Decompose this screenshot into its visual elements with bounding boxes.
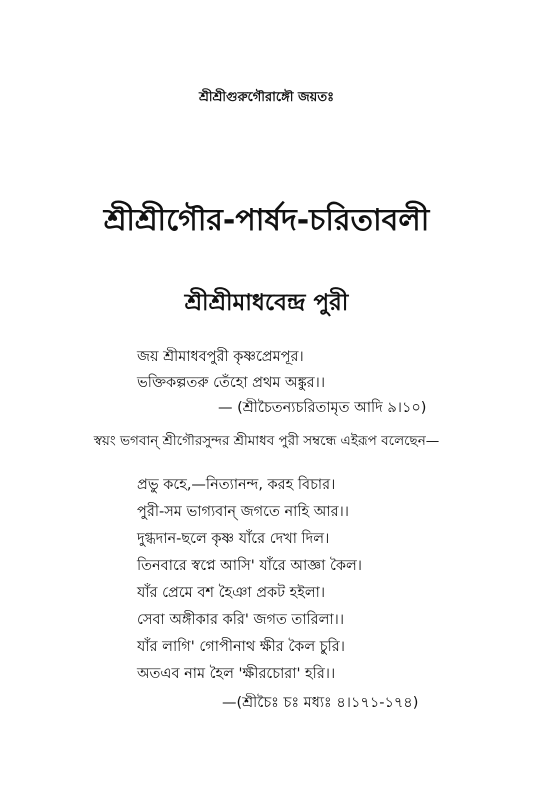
verse-line: সেবা অঙ্গীকার করি' জগত তারিলা।। — [137, 612, 345, 628]
chapter-subtitle: শ্রীশ্রীমাধবেন্দ্র পুরী — [184, 290, 349, 316]
verse-line: অতএব নাম হৈল 'ক্ষীরচোরা' হরি।। — [137, 666, 336, 682]
verse-line: যাঁর প্রেমে বশ হৈঞা প্রকট হইলা। — [137, 585, 326, 601]
intro-text: স্বয়ং ভগবান্ শ্রীগৌরসুন্দর শ্রীমাধব পুরী সম্বন্ধে এইরূপ বলেছেন— — [93, 433, 440, 449]
verse-line: দুগ্ধদান-ছলে কৃষ্ণ যাঁরে দেখা দিল। — [137, 531, 330, 547]
invocation-line: শ্রীশ্রীগুরুগৌরাঙ্গৌ জয়তঃ — [199, 90, 334, 105]
verse-line: যাঁর লাগি' গোপীনাথ ক্ষীর কৈল চুরি। — [137, 639, 345, 655]
verse-line: প্রভু কহে,—নিত্যানন্দ, করহ বিচার। — [137, 477, 336, 493]
verse-line: পুরী-সম ভাগ্যবান্ জগতে নাহি আর।। — [137, 504, 349, 520]
verse-line: ভক্তিকল্পতরু তেঁহো প্রথম অঙ্কুর।। — [137, 375, 326, 391]
verse-citation: — (শ্রীচৈতন্যচরিতামৃত আদি ৯।১০) — [218, 400, 427, 416]
verse-line: তিনবারে স্বপ্নে আসি' যাঁরে আজ্ঞা কৈল। — [137, 558, 362, 574]
page-title: শ্রীশ্রীগৌর-পার্ষদ-চরিতাবলী — [103, 203, 430, 238]
verse-line: জয় শ্রীমাধবপুরী কৃষ্ণপ্রেমপূর। — [137, 349, 304, 365]
verse-citation: —(শ্রীচৈঃ চঃ মধ্যঃ ৪।১৭১-১৭৪) — [222, 695, 419, 711]
